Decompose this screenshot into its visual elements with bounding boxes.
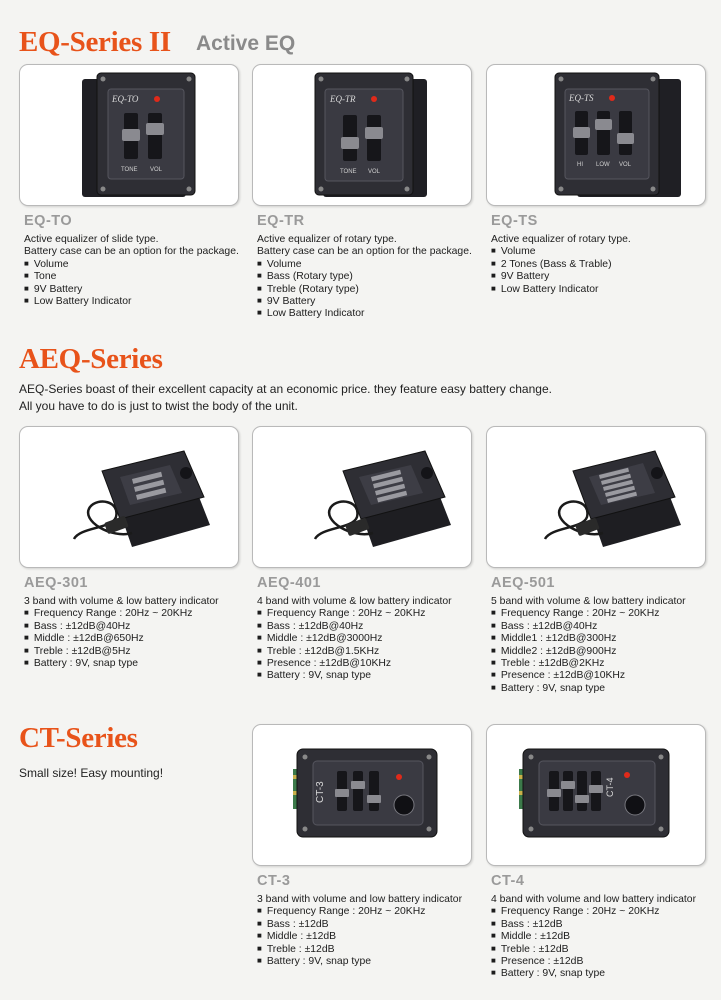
eq-tr-panel-label: EQ-TR	[330, 94, 356, 104]
eq-ts-line: Active equalizer of rotary type.	[491, 234, 631, 245]
aeq-401-bullet: ■ Battery : 9V, snap type	[257, 670, 452, 682]
aeq-301-bullet: ■ Frequency Range : 20Hz ~ 20KHz	[24, 608, 219, 620]
aeq-301-bullet: ■ Bass : ±12dB@40Hz	[24, 621, 219, 633]
eq-ts-bullet: ■ Low Battery Indicator	[491, 284, 631, 296]
eq-ts-model: EQ-TS	[491, 213, 538, 229]
aeq-501-bullet: ■ Treble : ±12dB@2KHz	[491, 658, 686, 670]
eq-to-description	[24, 234, 239, 308]
ct-3-bullet: ■ Frequency Range : 20Hz ~ 20KHz	[257, 906, 462, 918]
eq-ts-knob-label-1: LOW	[596, 162, 610, 168]
eq-to-knob-label-1: VOL	[150, 167, 163, 173]
aeq-intro-line: All you have to do is just to twist the body of the unit.	[19, 399, 298, 413]
aeq-401-bullet: ■ Bass : ±12dB@40Hz	[257, 621, 452, 633]
ct-series-title: CT-Series	[19, 722, 138, 754]
ct-3-line: 3 band with volume and low battery indicator	[257, 894, 463, 905]
aeq-intro	[19, 381, 552, 415]
ct-3-bullet: ■ Bass : ±12dB	[257, 919, 462, 931]
eq-series-title: EQ-Series II	[19, 26, 171, 58]
ct-4-model: CT-4	[491, 873, 525, 889]
aeq-501-model: AEQ-501	[491, 575, 555, 591]
aeq-401-bullet: ■ Middle : ±12dB@3000Hz	[257, 633, 452, 645]
aeq-501-image	[486, 426, 706, 568]
eq-to-line: Active equalizer of slide type.	[24, 234, 159, 245]
eq-tr-line: Battery case can be an option for the package.	[257, 246, 472, 258]
eq-to-knob-label-0: TONE	[121, 167, 138, 173]
eq-tr-image	[252, 64, 472, 206]
eq-to-image	[19, 64, 239, 206]
ct-3-bullet: ■ Middle : ±12dB	[257, 931, 462, 943]
eq-to-bullet: ■ Tone	[24, 271, 239, 283]
ct-3-image	[252, 724, 472, 866]
eq-tr-bullet: ■ Treble (Rotary type)	[257, 284, 472, 296]
aeq-501-bullet: ■ Battery : 9V, snap type	[491, 683, 686, 695]
aeq-401-description	[257, 596, 452, 683]
aeq-401-image	[252, 426, 472, 568]
eq-to-bullet: ■ Low Battery Indicator	[24, 296, 239, 308]
eq-tr-bullet: ■ 9V Battery	[257, 296, 472, 308]
eq-tr-knob-label-0: TONE	[340, 169, 357, 175]
ct-tagline: Small size! Easy mounting!	[19, 766, 164, 780]
eq-ts-bullet: ■ Volume	[491, 246, 631, 258]
aeq-301-image	[19, 426, 239, 568]
eq-to-model: EQ-TO	[24, 213, 73, 229]
ct-3-bullet: ■ Treble : ±12dB	[257, 944, 462, 956]
ct-4-bullet: ■ Battery : 9V, snap type	[491, 968, 696, 980]
ct-4-bullet: ■ Presence : ±12dB	[491, 956, 696, 968]
ct-4-panel-label: CT-4	[605, 777, 615, 797]
aeq-401-bullet: ■ Presence : ±12dB@10KHz	[257, 658, 452, 670]
ct-3-model: CT-3	[257, 873, 291, 889]
aeq-301-bullet: ■ Middle : ±12dB@650Hz	[24, 633, 219, 645]
aeq-501-bullet: ■ Bass : ±12dB@40Hz	[491, 621, 686, 633]
eq-tr-bullet: ■ Bass (Rotary type)	[257, 271, 472, 283]
aeq-series-title: AEQ-Series	[19, 343, 163, 375]
eq-series-subtitle: Active EQ	[196, 32, 296, 55]
ct-3-bullet: ■ Battery : 9V, snap type	[257, 956, 462, 968]
eq-tr-description	[257, 234, 472, 321]
eq-tr-bullet: ■ Low Battery Indicator	[257, 308, 472, 320]
aeq-401-bullet: ■ Frequency Range : 20Hz ~ 20KHz	[257, 608, 452, 620]
eq-tr-knob-label-1: VOL	[368, 169, 381, 175]
ct-3-description	[257, 894, 462, 968]
aeq-401-model: AEQ-401	[257, 575, 321, 591]
eq-ts-knob-label-2: VOL	[619, 162, 632, 168]
eq-to-panel-label: EQ-TO	[112, 94, 139, 104]
ct-4-bullet: ■ Frequency Range : 20Hz ~ 20KHz	[491, 906, 696, 918]
aeq-301-model: AEQ-301	[24, 575, 88, 591]
ct-4-bullet: ■ Treble : ±12dB	[491, 944, 696, 956]
aeq-501-description	[491, 596, 686, 695]
ct-4-image	[486, 724, 706, 866]
eq-tr-model: EQ-TR	[257, 213, 305, 229]
eq-ts-panel-label: EQ-TS	[569, 93, 594, 103]
ct-3-panel-label: CT-3	[315, 781, 326, 803]
aeq-501-bullet: ■ Middle1 : ±12dB@300Hz	[491, 633, 686, 645]
eq-ts-knob-label-0: HI	[577, 162, 583, 168]
aeq-301-line: 3 band with volume & low battery indicator	[24, 596, 219, 607]
aeq-501-bullet: ■ Middle2 : ±12dB@900Hz	[491, 646, 686, 658]
ct-4-line: 4 band with volume and low battery indicator	[491, 894, 697, 905]
aeq-301-bullet: ■ Treble : ±12dB@5Hz	[24, 646, 219, 658]
eq-tr-bullet: ■ Volume	[257, 259, 472, 271]
eq-to-bullet: ■ 9V Battery	[24, 284, 239, 296]
ct-4-description	[491, 894, 696, 981]
aeq-501-bullet: ■ Presence : ±12dB@10KHz	[491, 670, 686, 682]
aeq-501-bullet: ■ Frequency Range : 20Hz ~ 20KHz	[491, 608, 686, 620]
eq-tr-line: Active equalizer of rotary type.	[257, 234, 397, 245]
aeq-intro-line: AEQ-Series boast of their excellent capacity at an economic price. they feature easy battery change.	[19, 382, 552, 396]
aeq-401-bullet: ■ Treble : ±12dB@1.5KHz	[257, 646, 452, 658]
eq-ts-bullet: ■ 2 Tones (Bass & Trable)	[491, 259, 631, 271]
eq-ts-description	[491, 234, 631, 296]
eq-ts-bullet: ■ 9V Battery	[491, 271, 631, 283]
aeq-301-bullet: ■ Battery : 9V, snap type	[24, 658, 219, 670]
ct-4-bullet: ■ Bass : ±12dB	[491, 919, 696, 931]
eq-to-bullet: ■ Volume	[24, 259, 239, 271]
aeq-501-line: 5 band with volume & low battery indicator	[491, 596, 686, 607]
eq-ts-image	[486, 64, 706, 206]
eq-to-line: Battery case can be an option for the package.	[24, 246, 239, 258]
aeq-401-line: 4 band with volume & low battery indicator	[257, 596, 452, 607]
ct-4-bullet: ■ Middle : ±12dB	[491, 931, 696, 943]
aeq-301-description	[24, 596, 219, 670]
